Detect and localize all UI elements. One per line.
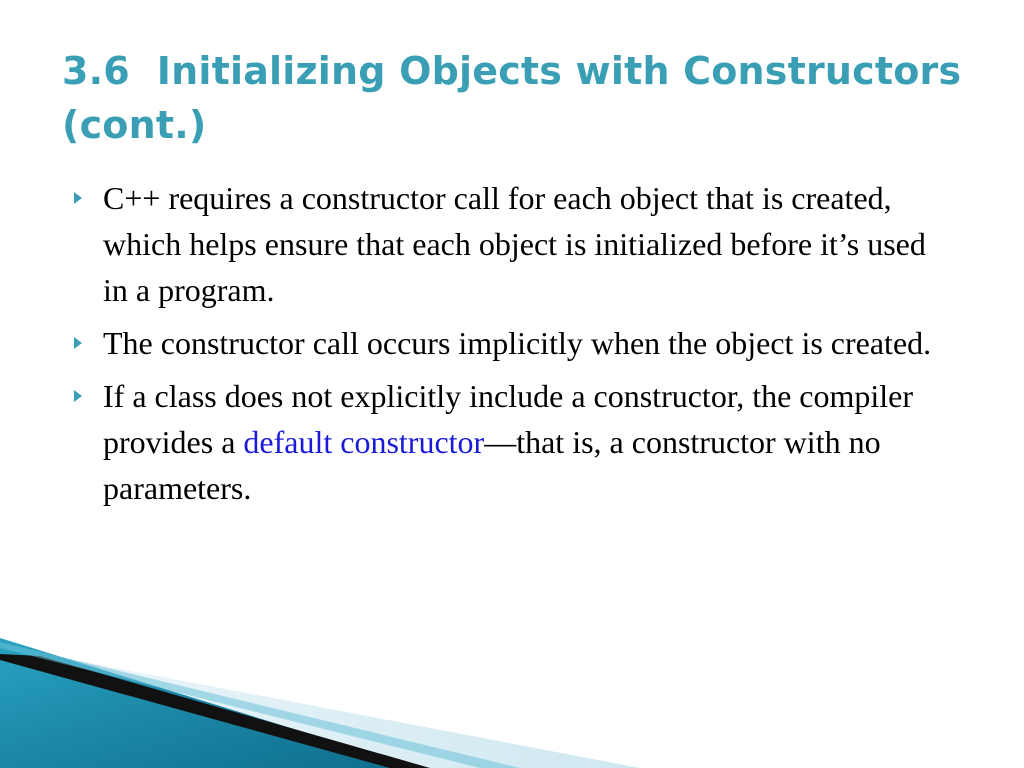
title-text-line1: Initializing Objects with Constructors: [156, 49, 962, 93]
bullet-text-after: —that is, a constructor with no parameters.: [103, 424, 881, 506]
triangle-bullet-icon: [74, 192, 82, 204]
bullet-item: [74, 175, 954, 313]
bullet-text: The constructor call occurs implicitly when the object is created.: [103, 325, 932, 361]
bullet-item: [74, 373, 954, 511]
title-number: 3.6: [62, 49, 130, 93]
bullet-item: [74, 320, 954, 366]
bullet-text: C++ requires a constructor call for each object that is created, which helps ensure that each object is initialized before it’s used in a program.: [103, 180, 926, 308]
triangle-bullet-icon: [74, 390, 82, 402]
triangle-bullet-icon: [74, 337, 82, 349]
slide-title: [62, 44, 982, 152]
default-constructor-keyword: default constructor: [243, 424, 485, 460]
title-text-line2: (cont.): [62, 103, 207, 147]
bullet-list: [74, 175, 954, 518]
decorative-corner-swoosh: [0, 638, 1024, 768]
bullet-text-before: If a class does not explicitly include a constructor, the compiler provides a: [103, 378, 914, 460]
